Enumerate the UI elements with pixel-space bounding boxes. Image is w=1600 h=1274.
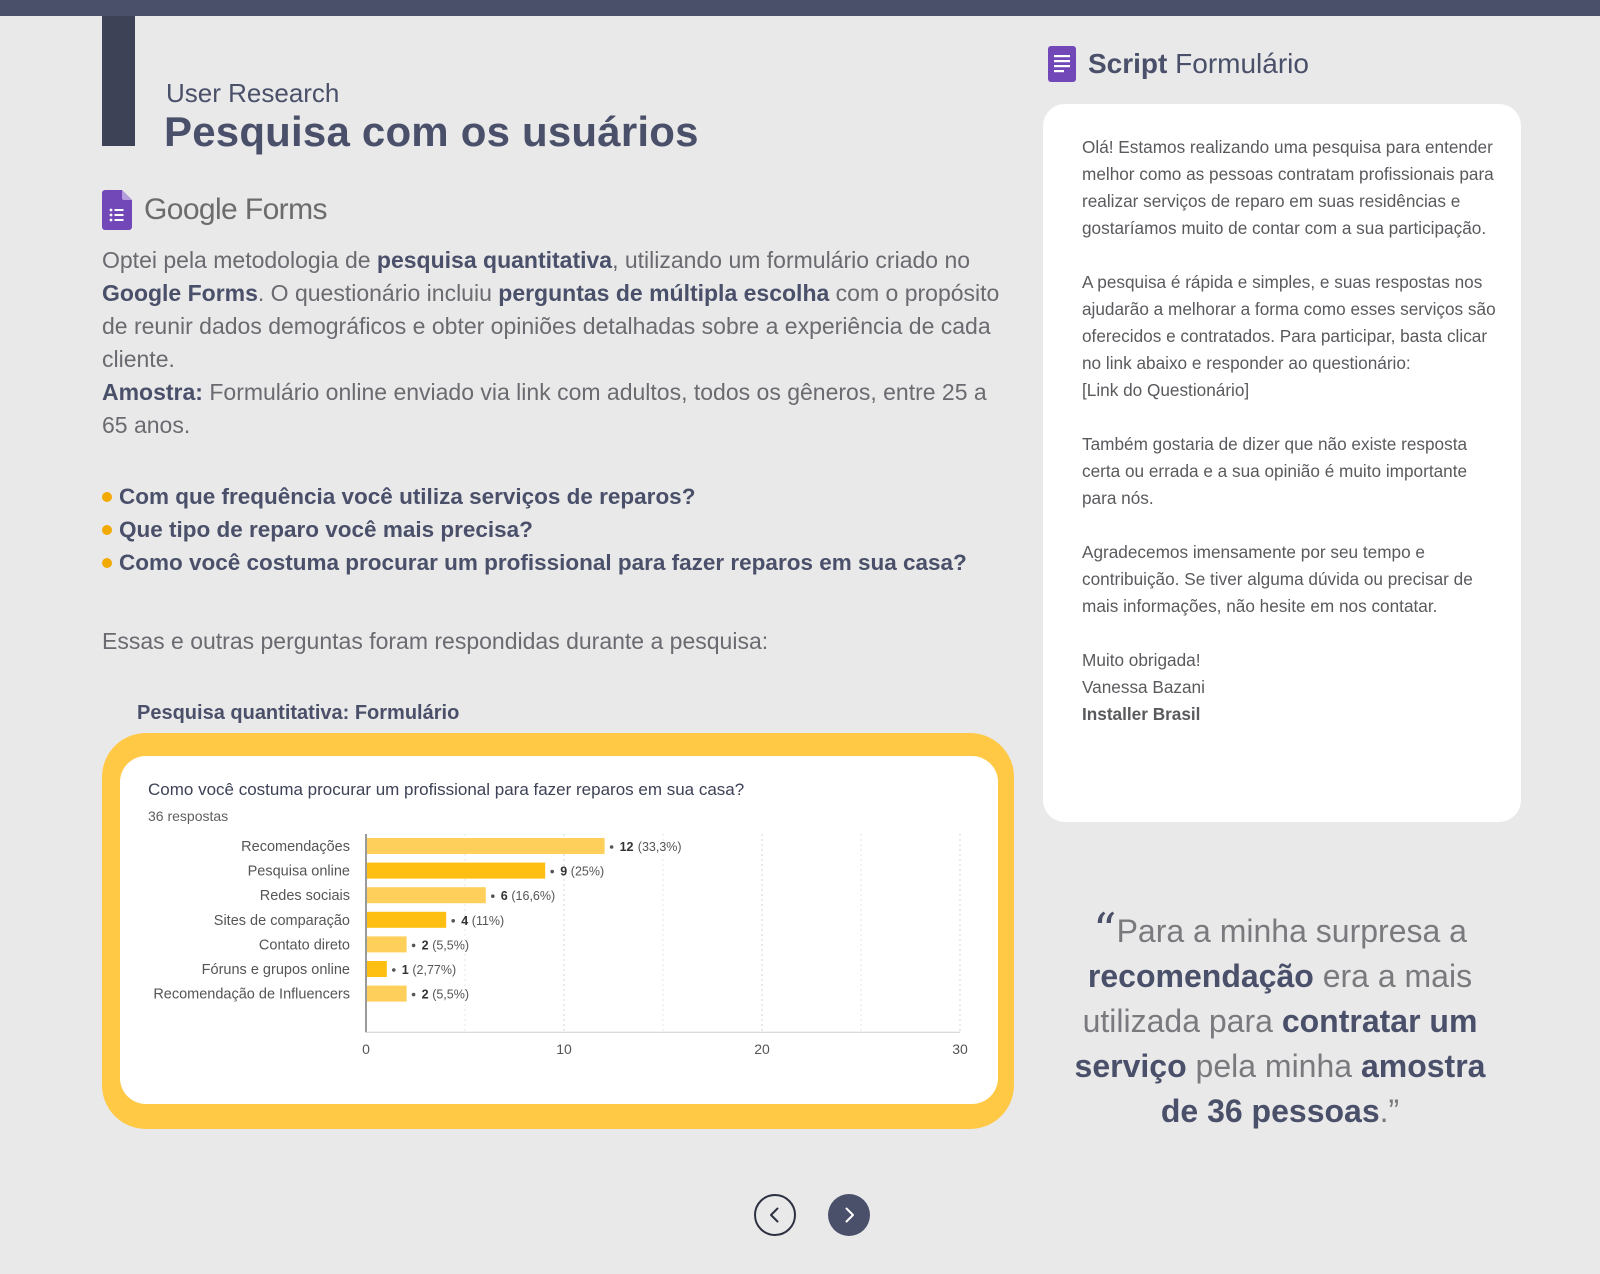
chart-title: Como você costuma procurar um profissional para fazer reparos em sua casa?	[148, 780, 745, 799]
quote-highlight: amostra de 36 pessoas	[1160, 1048, 1486, 1129]
question-item	[102, 546, 967, 579]
google-forms-logo	[102, 190, 327, 230]
value-bullet	[610, 845, 614, 849]
intro-paragraph	[102, 244, 1002, 442]
category-label: Recomendações	[241, 839, 350, 855]
category-label: Pesquisa online	[247, 863, 350, 880]
x-tick-label: 10	[556, 1041, 572, 1058]
intro-text: com o propósito de reunir dados demográficos e obter opiniões detalhadas sobre a experiência de cada cliente.	[102, 280, 1000, 372]
script-header	[1048, 46, 1309, 82]
quote-text: .”	[1379, 1093, 1400, 1129]
intro-highlight: pesquisa quantitativa	[376, 247, 613, 273]
form-section-heading: Pesquisa quantitativa: Formulário	[137, 702, 460, 724]
percent-label: (5,5%)	[432, 987, 470, 1002]
percent-label: (33,3%)	[637, 840, 682, 854]
summary-text: Essas e outras perguntas foram respondidas durante a pesquisa:	[102, 628, 769, 654]
value-bullet	[451, 919, 455, 923]
value-bullet	[491, 894, 495, 898]
script-title-bold: Script	[1088, 48, 1168, 79]
questionnaire-link[interactable]: [Link do Questionário]	[1082, 380, 1250, 400]
previous-button[interactable]	[754, 1194, 796, 1236]
category-label: Fóruns e grupos online	[201, 962, 350, 978]
x-tick-label: 20	[754, 1041, 770, 1058]
next-button[interactable]	[828, 1194, 870, 1236]
quote-highlight: contratar um serviço	[1074, 1003, 1478, 1084]
google-forms-wordmark: Google Forms	[144, 193, 327, 226]
x-tick-label: 0	[362, 1041, 370, 1058]
bar	[367, 986, 407, 1002]
question-item	[102, 480, 967, 513]
intro-text: . O questionário incluiu	[257, 280, 499, 306]
script-paragraph	[1082, 269, 1501, 404]
x-tick-label: 30	[952, 1041, 968, 1058]
sample-text: Formulário online enviado via link com adultos, todos os gêneros, entre 25 a 65 anos.	[102, 379, 987, 438]
script-title-rest: Formulário	[1167, 48, 1309, 79]
percent-label: (5,5%)	[432, 938, 470, 953]
bar	[367, 961, 387, 977]
value-label: 2	[421, 938, 429, 953]
value-bullet	[412, 944, 416, 948]
bar	[367, 887, 486, 903]
section-eyebrow: User Research	[166, 78, 340, 108]
question-item	[102, 513, 967, 546]
bar	[367, 912, 446, 928]
category-label: Redes sociais	[259, 888, 350, 905]
top-bar	[0, 0, 1600, 16]
value-label: 4	[461, 913, 469, 928]
quote-text: pela minha	[1186, 1048, 1361, 1084]
question-text: Com que frequência você utiliza serviços de reparos?	[119, 484, 696, 509]
script-signature	[1082, 647, 1501, 728]
insight-quote	[1060, 903, 1500, 1134]
bar	[367, 863, 545, 879]
signature-name: Vanessa Bazani	[1082, 677, 1205, 697]
value-label: 2	[421, 987, 429, 1002]
percent-label: (25%)	[570, 864, 605, 879]
sample-label: Amostra:	[102, 379, 203, 405]
chevron-right-icon	[840, 1206, 858, 1224]
category-label: Recomendação de Influencers	[153, 986, 350, 1003]
bullet-dot	[102, 558, 112, 568]
google-forms-icon	[1048, 46, 1076, 82]
percent-label: (11%)	[471, 913, 505, 928]
quote-text: era a mais utilizada para	[1082, 958, 1473, 1039]
quote-text: Para a minha surpresa a	[1116, 913, 1467, 949]
chart-response-count: 36 respostas	[148, 808, 229, 824]
value-bullet	[392, 968, 396, 972]
signature-company: Installer Brasil	[1082, 704, 1201, 724]
intro-text: Optei pela metodologia de	[102, 247, 377, 273]
questions-list	[102, 480, 967, 579]
question-text: Que tipo de reparo você mais precisa?	[119, 517, 533, 542]
signature-thanks: Muito obrigada!	[1082, 650, 1201, 670]
script-paragraph: Agradecemos imensamente por seu tempo e contribuição. Se tiver alguma dúvida ou precisar de mais informações, não hesite em nos contatar.	[1082, 542, 1473, 616]
script-title	[1088, 48, 1309, 80]
intro-text: , utilizando um formulário criado no	[612, 247, 971, 273]
bar	[367, 838, 605, 854]
script-card	[1043, 104, 1521, 822]
google-forms-icon	[102, 190, 132, 230]
quote-highlight: recomendação	[1087, 958, 1314, 994]
bar	[367, 936, 407, 952]
category-label: Contato direto	[258, 937, 350, 954]
percent-label: (16,6%)	[511, 889, 556, 904]
value-bullet	[412, 993, 416, 997]
value-label: 6	[500, 889, 508, 904]
value-label: 1	[401, 963, 409, 977]
percent-label: (2,77%)	[412, 963, 457, 977]
value-bullet	[550, 870, 554, 874]
script-paragraph-text: A pesquisa é rápida e simples, e suas respostas nos ajudarão a melhorar a forma como esses serviços são oferecidos e contratados. Para participar, basta clicar no link abaixo e responder ao questionário:	[1082, 272, 1496, 373]
bar-chart	[120, 830, 990, 1080]
question-text: Como você costuma procurar um profissional para fazer reparos em sua casa?	[119, 550, 967, 575]
page-title: Pesquisa com os usuários	[164, 108, 699, 155]
bullet-dot	[102, 525, 112, 535]
value-label: 9	[560, 864, 568, 879]
category-label: Sites de comparação	[213, 912, 350, 929]
bullet-dot	[102, 492, 112, 502]
value-label: 12	[619, 840, 634, 854]
script-paragraph: Olá! Estamos realizando uma pesquisa para entender melhor como as pessoas contratam profissionais para realizar serviços de reparo em suas residências e gostaríamos muito de contar com a sua participação.	[1082, 137, 1494, 238]
intro-highlight: Google Forms	[102, 280, 258, 306]
accent-bar	[102, 16, 135, 146]
script-paragraph: Também gostaria de dizer que não existe resposta certa ou errada e a sua opinião é muito importante para nós.	[1082, 434, 1468, 508]
quote-open-mark: “	[1093, 903, 1117, 957]
intro-highlight: perguntas de múltipla escolha	[498, 280, 830, 306]
chevron-left-icon	[766, 1206, 784, 1224]
